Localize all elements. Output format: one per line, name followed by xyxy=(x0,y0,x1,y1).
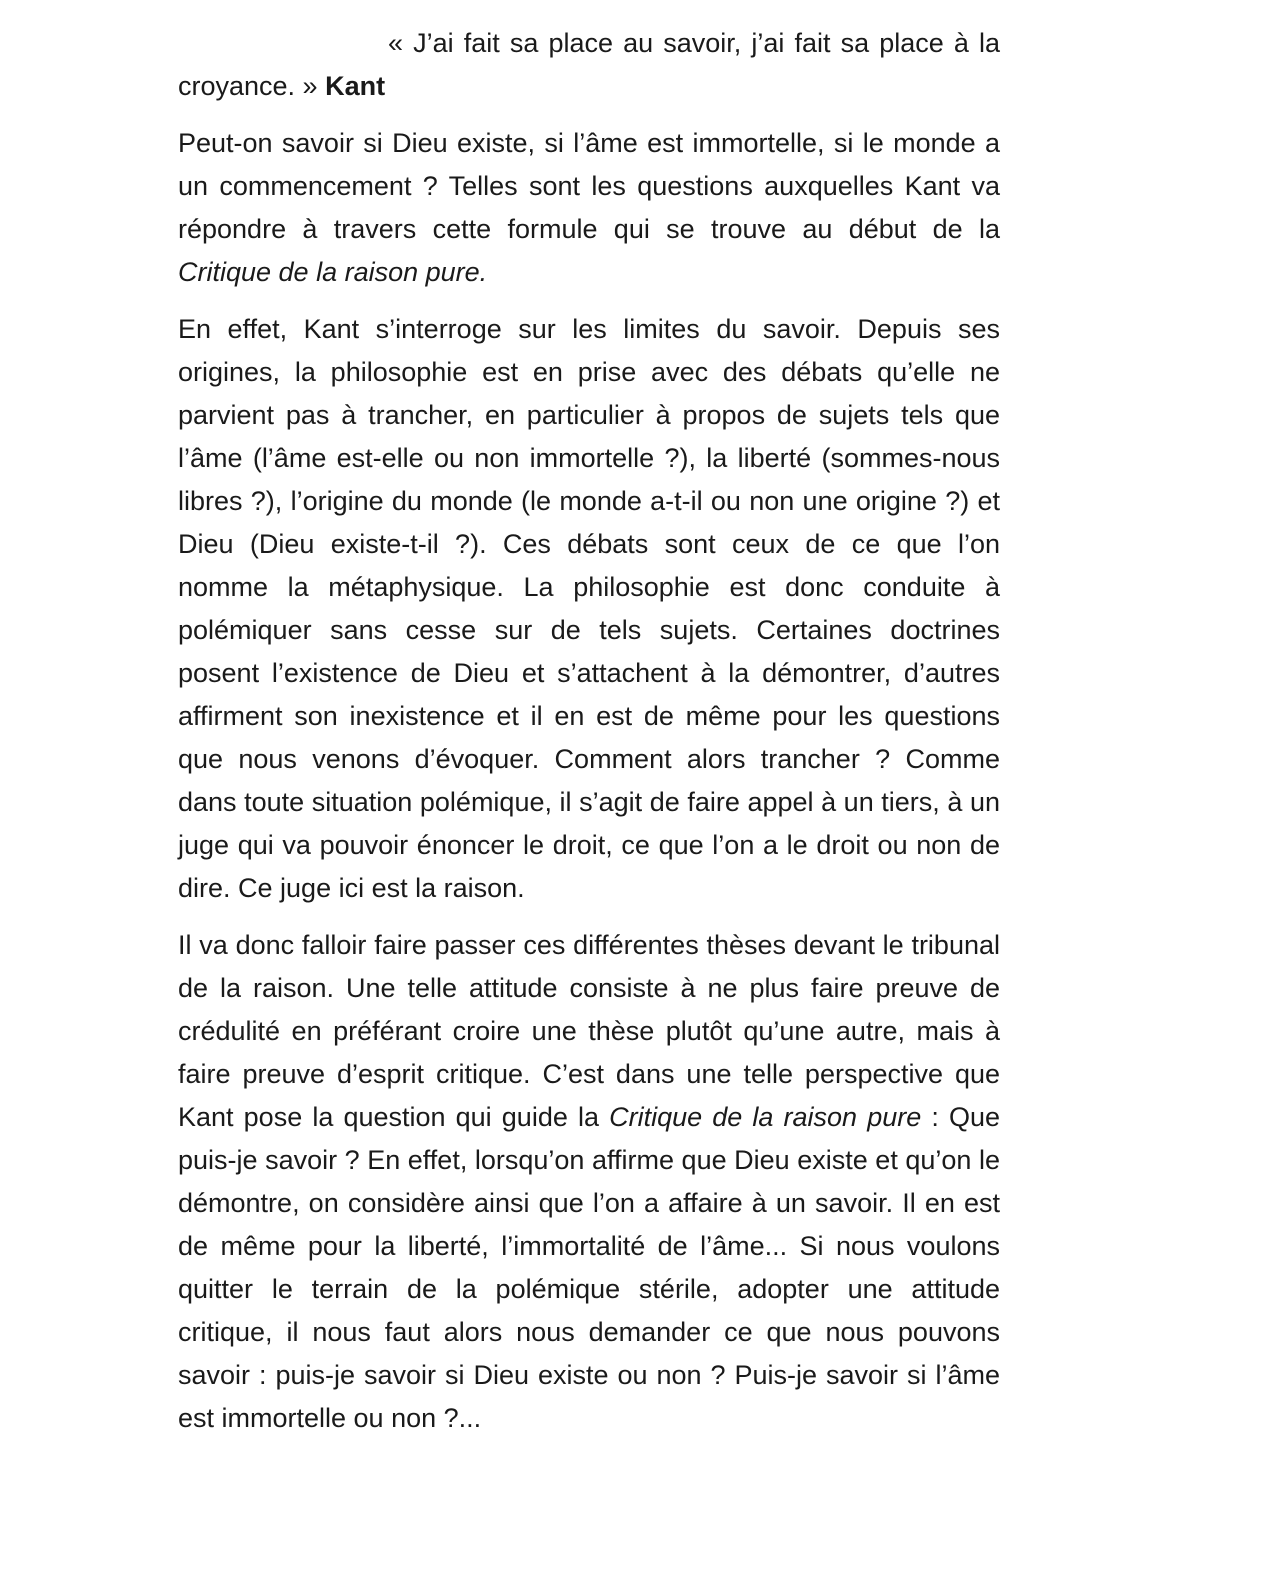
document-page xyxy=(178,22,1000,1454)
book-title: Critique de la raison pure. xyxy=(178,257,488,287)
paragraph-2 xyxy=(178,308,1000,910)
paragraph-3 xyxy=(178,924,1000,1440)
epigraph xyxy=(178,22,1000,108)
paragraph-3-text-before: Il va donc falloir faire passer ces différentes thèses devant le tribunal de la raison. Une telle attitude consiste à ne plus faire preuve de crédulité en préférant croire une thèse plutôt qu’une autre, mais à faire preuve d’esprit critique. C’est dans une telle perspective que Kant pose la question qui guide la xyxy=(178,930,1000,1132)
paragraph-1-text: Peut-on savoir si Dieu existe, si l’âme est immortelle, si le monde a un commencement ? Telles sont les questions auxquelles Kant va répondre à travers cette formule qui se trouve au début de la xyxy=(178,128,1000,244)
book-title: Critique de la raison pure xyxy=(609,1102,922,1132)
epigraph-author: Kant xyxy=(325,71,386,101)
epigraph-quote: « J’ai fait sa place au savoir, j’ai fait sa place à la croyance. » xyxy=(178,28,1000,101)
paragraph-3-text-after: : Que puis-je savoir ? En effet, lorsqu’on affirme que Dieu existe et qu’on le démontre, on considère ainsi que l’on a affaire à un savoir. Il en est de même pour la liberté, l’immortalité de l’âme... Si nous voulons quitter le terrain de la polémique stérile, adopter une attitude critique, il nous faut alors nous demander ce que nous pouvons savoir : puis-je savoir si Dieu existe ou non ? Puis-je savoir si l’âme est immortelle ou non ?... xyxy=(178,1102,1000,1433)
paragraph-2-text: En effet, Kant s’interroge sur les limites du savoir. Depuis ses origines, la philosophie est en prise avec des débats qu’elle ne parvient pas à trancher, en particulier à propos de sujets tels que l’âme (l’âme est-elle ou non immortelle ?), la liberté (sommes-nous libres ?), l’origine du monde (le monde a-t-il ou non une origine ?) et Dieu (Dieu existe-t-il ?). Ces débats sont ceux de ce que l’on nomme la métaphysique. La philosophie est donc conduite à polémiquer sans cesse sur de tels sujets. Certaines doctrines posent l’existence de Dieu et s’attachent à la démontrer, d’autres affirment son inexistence et il en est de même pour les questions que nous venons d’évoquer. Comment alors trancher ? Comme dans toute situation polémique, il s’agit de faire appel à un tiers, à un juge qui va pouvoir énoncer le droit, ce que l’on a le droit ou non de dire. Ce juge ici est la raison. xyxy=(178,314,1000,903)
paragraph-1 xyxy=(178,122,1000,294)
